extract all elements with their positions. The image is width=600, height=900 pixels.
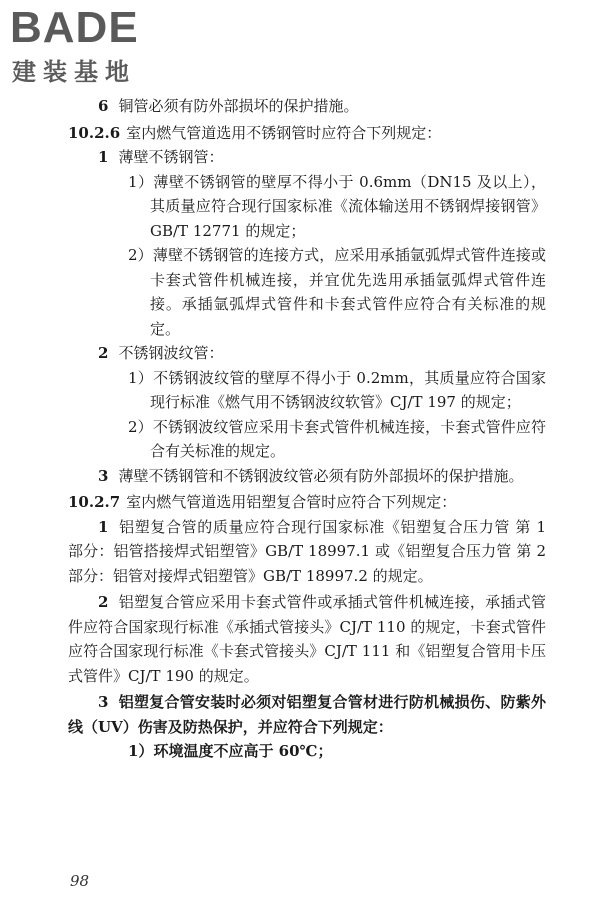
item-1-aluminum-plastic-quality: 1 铝塑复合管的质量应符合现行国家标准《铝塑复合压力管 第 1 部分：铝管搭接焊式铝塑管》GB/T 18997.1 或《铝塑复合压力管 第 2 部分：铝管对接焊式铝塑管》GB/T 18997.2 的规定。 [68,517,546,585]
page-number: 98 [70,872,90,890]
item-2-corrugated-tube: 2 不锈钢波纹管： [98,344,224,362]
item-3-protection: 3 薄壁不锈钢管和不锈钢波纹管必须有防外部损坏的保护措施。 [98,466,524,485]
logo-chinese-text: 建装基地 [12,58,136,86]
item-3-aluminum-plastic-installation: 3 铝塑复合管安装时必须对铝塑复合管材进行防机械损伤、防紫外线（UV）伤害及防热保护，并应符合下列规定： [68,693,546,736]
logo-mark: BADE [10,3,139,52]
sub-item-2-2: 2）不锈钢波纹管应采用卡套式管件机械连接，卡套式管件应符合有关标准的规定。 [128,417,546,460]
item-2-aluminum-plastic-connection: 2 铝塑复合管应采用卡套式管件或承插式管件机械连接，承插式管件应符合国家现行标准《承插式管接头》CJ/T 110 的规定，卡套式管件应符合国家现行标准《卡套式管接头》CJ/T 111 和《铝塑复合管用卡压式管件》CJ/T 190 的规定。 [68,593,546,685]
sub-item-2-1: 1）不锈钢波纹管的壁厚不得小于 0.2mm，其质量应符合国家现行标准《燃气用不锈钢波纹软管》CJ/T 197 的规定； [128,368,547,411]
clause-10-2-6: 10.2.6 室内燃气管道选用不锈钢管时应符合下列规定： [68,123,442,142]
document-body [68,94,546,764]
bade-logo [10,3,180,88]
item-1-thin-wall-stainless: 1 薄壁不锈钢管： [98,148,224,166]
clause-10-2-7: 10.2.7 室内燃气管道选用铝塑复合管时应符合下列规定： [68,493,457,511]
item-6: 6 铜管必须有防外部损坏的保护措施。 [98,97,359,115]
sub-item-3-1: 1）环境温度不应高于 60℃； [128,742,333,760]
sub-item-1-1: 1）薄壁不锈钢管的壁厚不得小于 0.6mm（DN15 及以上），其质量应符合现行国家标准《流体输送用不锈钢焊接钢管》GB/T 12771 的规定； [128,172,546,240]
sub-item-1-2: 2）薄壁不锈钢管的连接方式，应采用承插氩弧焊式管件连接或卡套式管件机械连接，并宜优先选用承插氩弧焊式管件连接。承插氩弧焊式管件和卡套式管件应符合有关标准的规定。 [128,246,546,338]
